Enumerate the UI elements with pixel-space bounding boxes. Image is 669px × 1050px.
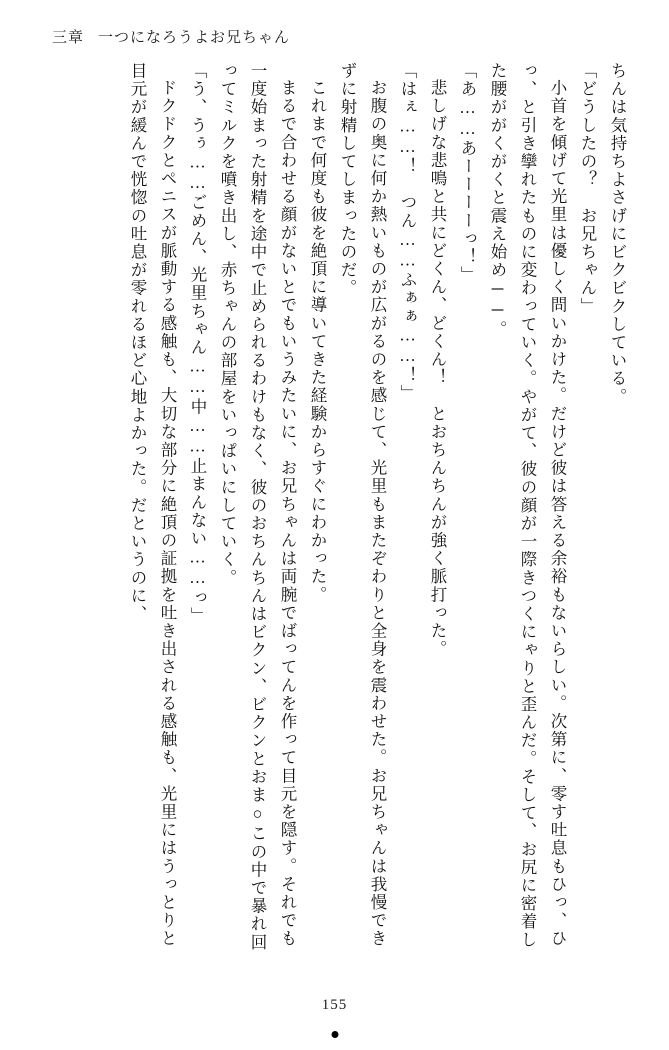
paragraph: ドクドクとペニスが脈動する感触も、大切な部分に絶頂の証拠を吐き出される感触も、光里にはうっとりと目元が緩んで恍惚の吐息が零れるほど心地よかった。だというのに、 (128, 62, 177, 948)
bottom-dot-mark (331, 1031, 338, 1038)
paragraph: 小首を傾げて光里は優しく問いかけた。だけど彼は答える余裕もないらしい。次第に、零す吐息もひっ、ひっ、と引き攣れたものに変わっていく。やがて、彼の顔が一際きつくにゃりと歪んだ。そして、お尻に密着した腰ががくがくと震え始め──。 (488, 62, 567, 949)
paragraph: 「あ……あーーーーっ！」 (458, 62, 477, 285)
paragraph: まるで合わせる顔がないとでもいうみたいに、お兄ちゃんは両腕でばってんを作って目元を隠す。それでも一度始まった射精を途中で止められるわけもなく、彼のおちんちんはビクン、ビクンとおま○この中で暴れ回ってミルクを噴き出し、赤ちゃんの部屋をいっぱいにしていく。 (218, 62, 297, 952)
paragraph: 悲しげな悲鳴と共にどくん、どくん！ とおちんちんが強く脈打った。 (428, 78, 447, 658)
chapter-number: 三章 (52, 30, 85, 46)
chapter-running-head (52, 26, 290, 47)
paragraph: 「う、うぅ……ごめん、光里ちゃん……中……止まんない……っ」 (188, 62, 207, 625)
page-number: 155 (321, 997, 348, 1013)
paragraph: お腹の奥に何か熱いものが広がるのを感じて、光里もまたぞわりと全身を震わせた。お兄ちゃんは我慢できずに射精してしまったのだ。 (338, 62, 387, 948)
paragraph: 「どうしたの？ お兄ちゃん」 (578, 62, 597, 316)
paragraph: 「はぇ……！ つん……ふぁぁ……！」 (398, 62, 417, 403)
novel-body-text (40, 62, 632, 962)
chapter-title: 一つになろうよお兄ちゃん (98, 30, 291, 46)
paragraph: これまで何度も彼を絶頂に導いてきた経験からすぐにわかった。 (308, 78, 327, 604)
paragraph: ちんは気持ちよさげにビクビクしている。 (608, 62, 627, 406)
